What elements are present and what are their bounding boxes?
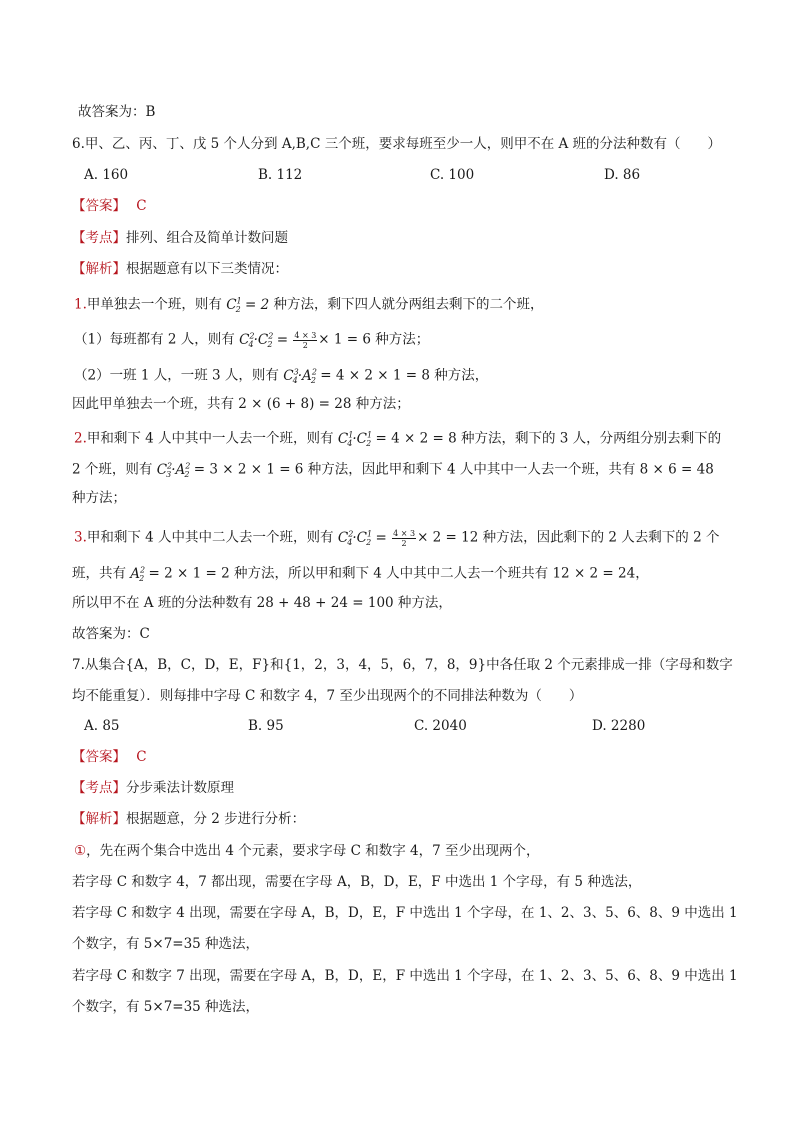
answer-label: 【答案】	[72, 198, 126, 214]
q6-topic: 【考点】排列、组合及简单计数问题	[72, 230, 288, 246]
answer-line-5: 故答案为：B	[78, 104, 156, 120]
q7-topic: 【考点】分步乘法计数原理	[72, 780, 234, 796]
q6-option-c: C. 100	[430, 167, 475, 183]
q7-option-a: A. 85	[84, 718, 120, 734]
answer-value: C	[136, 198, 147, 214]
case-total: 所以甲不在 A 班的分法种数有 28 + 48 + 24 = 100 种方法，	[72, 595, 452, 611]
fraction: $\frac{4 \times 3}{2}$	[294, 330, 317, 350]
q6-option-d: D. 86	[604, 167, 641, 183]
formula-c43-a22: $C^3_4\cdot A^2_2$	[283, 367, 317, 386]
question-7-stem-2: 均不能重复）．则每排中字母 C 和数字 4，7 至少出现两个的不同排法种数为（ ）	[72, 688, 583, 704]
case-1-total: 因此甲单独去一个班，共有 2 × (6 + 8) = 28 种方法；	[72, 396, 410, 412]
analysis-label: 【解析】	[72, 261, 126, 277]
step-1-case-b-cont: 个数字，有 5×7=35 种选法，	[72, 936, 260, 952]
question-6-stem: 6.甲、乙、丙、丁、戊 5 个人分到 A,B,C 三个班，要求每班至少一人，则甲不在 A 班的分法种数有（ ）	[72, 136, 722, 152]
step-1-case-a: 若字母 C 和数字 4，7 都出现，需要在字母 A，B，D，E，F 中选出 1 个字母，有 5 种选法，	[72, 874, 642, 890]
case-3-cont: 班，共有 $A^2_2 = 2 \times 1 = 2$ 种方法，所以甲和剩下 4 人中其中二人去一个班共有 12 × 2 = 24，	[72, 565, 649, 584]
step-1-case-b: 若字母 C 和数字 4 出现，需要在字母 A，B，D，E，F 中选出 1 个字母，在 1、2、3、5、6、8、9 中选出 1	[72, 905, 738, 921]
q7-answer: 【答案】 C	[72, 749, 147, 765]
step-1: ①，先在两个集合中选出 4 个元素，要求字母 C 和数字 4，7 至少出现两个，	[74, 843, 540, 859]
q7-option-d: D. 2280	[592, 718, 646, 734]
formula-c42-c22: $C^2_4\cdot C^2_2$ =	[239, 331, 293, 350]
case-3: 3.甲和剩下 4 人中其中二人去一个班，则有 $C^2_4\cdot C^1_2$ = $\frac{4 \times 3}{2}$ × 2 = 12 种方法，因此剩下的 2 人去剩下的 2 个	[74, 528, 720, 548]
q6-analysis: 【解析】根据题意有以下三类情况：	[72, 261, 288, 277]
case-2-end: 种方法；	[72, 490, 126, 506]
case-1-sub-1: （1）每班都有 2 人，则有 $C^2_4\cdot C^2_2$ = $\frac{4 \times 3}{2}$ × 1 = 6 种方法；	[74, 330, 430, 350]
q7-option-b: B. 95	[248, 718, 284, 734]
step-1-case-c-cont: 个数字，有 5×7=35 种选法，	[72, 999, 260, 1015]
case-2-cont: 2 个班，则有 $C^2_3\cdot A^2_2 = 3 \times 2 \times 1 = 6$ 种方法，因此甲和剩下 4 人中其中一人去一个班，共有 8 × 6 = 48	[72, 461, 714, 480]
q6-answer	[72, 196, 147, 216]
circled-number-1: ①	[74, 843, 87, 859]
topic-label: 【考点】	[72, 230, 126, 246]
q7-option-c: C. 2040	[414, 718, 467, 734]
step-1-case-c: 若字母 C 和数字 7 出现，需要在字母 A，B，D，E，F 中选出 1 个字母，在 1、2、3、5、6、8、9 中选出 1	[72, 968, 738, 984]
case-1-sub-2: （2）一班 1 人，一班 3 人，则有 $C^3_4\cdot A^2_2 = 4 \times 2 \times 1 = 8$ 种方法，	[74, 367, 489, 386]
answer-line-6: 故答案为：C	[72, 626, 150, 642]
case-1: 1.甲单独去一个班，则有 $C^1_2 = 2$ 种方法，剩下四人就分两组去剩下的二个班，	[74, 296, 544, 315]
q7-analysis: 【解析】根据题意，分 2 步进行分析：	[72, 811, 306, 827]
formula-c-2-1: $C^1_2 = 2$	[226, 296, 270, 315]
q6-option-b: B. 112	[258, 167, 303, 183]
question-7-stem-1: 7.从集合{A，B，C，D，E，F}和{1，2，3，4，5，6，7，8，9}中各任取 2 个元素排成一排（字母和数字	[72, 657, 733, 673]
case-2: 2.甲和剩下 4 人中其中一人去一个班，则有 $C^1_4\cdot C^1_2 = 4 \times 2 = 8$ 种方法，剩下的 3 人，分两组分别去剩下的	[74, 430, 722, 449]
q6-option-a: A. 160	[84, 167, 129, 183]
